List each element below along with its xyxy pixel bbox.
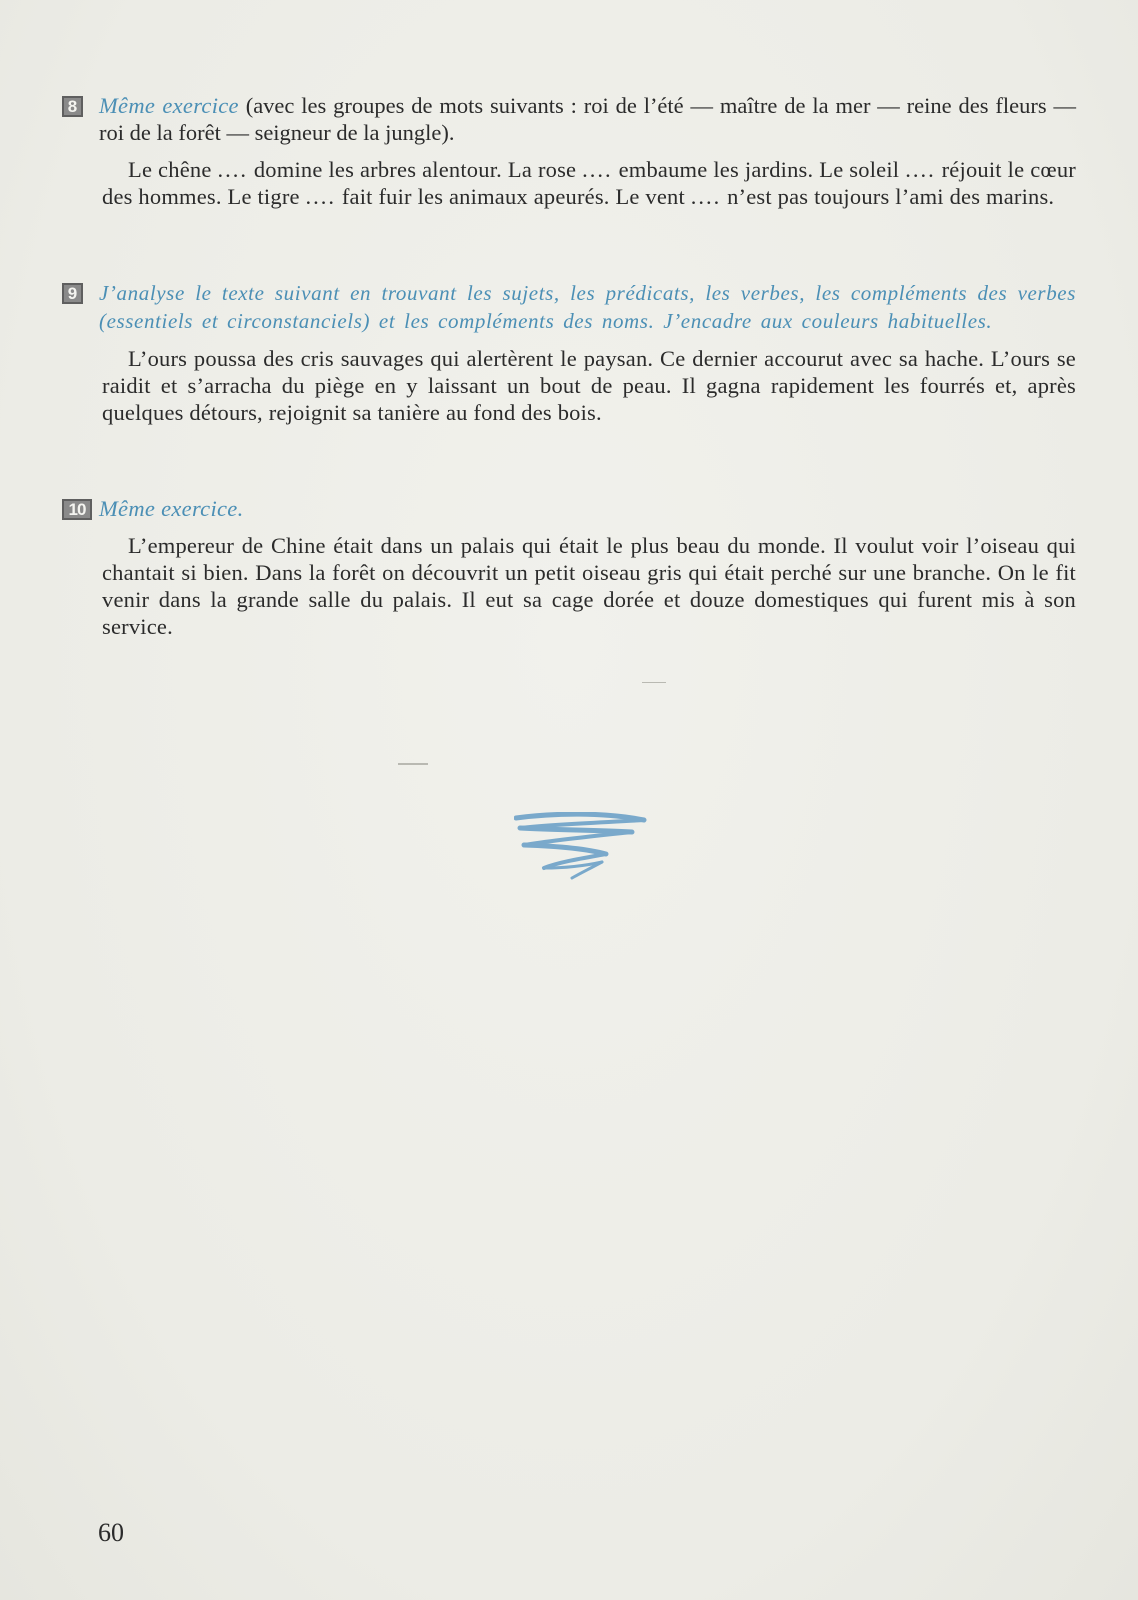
exercise-10-instruction: Même exercice. — [99, 496, 244, 521]
exercise-10-text: L’empereur de Chine était dans un palais qui était le plus beau du monde. Il voulut voir l’oiseau qui chantait si bien. Dans la forêt on découvrit un petit oiseau gris qui était perché sur une branche. On le fit venir dans la grande salle du palais. Il eut sa cage dorée et douze domestiques qui furent mis à son service. — [102, 533, 1076, 639]
text-segment: domine les arbres alentour. La rose — [247, 157, 583, 182]
exercise-10-heading — [62, 495, 1076, 522]
text-segment: réjouit le cœur des hommes. Le tigre — [102, 157, 1076, 209]
blank-dots: .... — [305, 184, 337, 209]
scribble-ornament-icon — [514, 812, 654, 892]
blank-dots: .... — [582, 157, 613, 182]
exercise-9 — [62, 279, 1076, 426]
text-segment: embaume les jardins. Le soleil — [612, 157, 906, 182]
exercise-8-heading — [62, 92, 1076, 146]
exercise-10 — [62, 495, 1076, 640]
exercise-9-text: L’ours poussa des cris sauvages qui alertèrent le paysan. Ce dernier accourut avec sa hache. L’ours se raidit et s’arracha du piège en y laissant un bout de peau. Il gagna rapidement les fourrés et, après quelques détours, rejoignit sa tanière au fond des bois. — [102, 346, 1076, 425]
exercise-9-instruction: J’analyse le texte suivant en trouvant les sujets, les prédicats, les verbes, les compléments des verbes (essentiels et circonstanciels) et les compléments des noms. J’encadre aux couleurs habituelles. — [99, 281, 1076, 333]
text-segment: Le chêne — [128, 157, 218, 182]
exercise-8 — [62, 92, 1076, 210]
exercise-number-badge: 8 — [62, 96, 83, 117]
page-number: 60 — [98, 1518, 124, 1547]
print-speck — [642, 682, 666, 683]
blank-dots: .... — [690, 184, 722, 209]
print-speck — [398, 763, 428, 765]
exercise-number-badge: 10 — [62, 499, 92, 520]
exercise-8-instruction: Même exercice — [99, 93, 239, 118]
exercise-9-heading — [62, 279, 1076, 335]
blank-dots: .... — [905, 157, 936, 182]
exercise-number-badge: 9 — [62, 283, 83, 304]
exercise-8-instruction-rest: (avec les groupes de mots suivants : roi de l’été — maître de la mer — reine des fleurs — roi de la forêt — seigneur de la jungle). — [99, 93, 1076, 145]
text-segment: fait fuir les animaux apeurés. Le vent — [336, 184, 691, 209]
blank-dots: .... — [217, 157, 248, 182]
text-segment: n’est pas toujours l’ami des marins. — [721, 184, 1055, 209]
exercise-8-text — [62, 156, 1076, 210]
